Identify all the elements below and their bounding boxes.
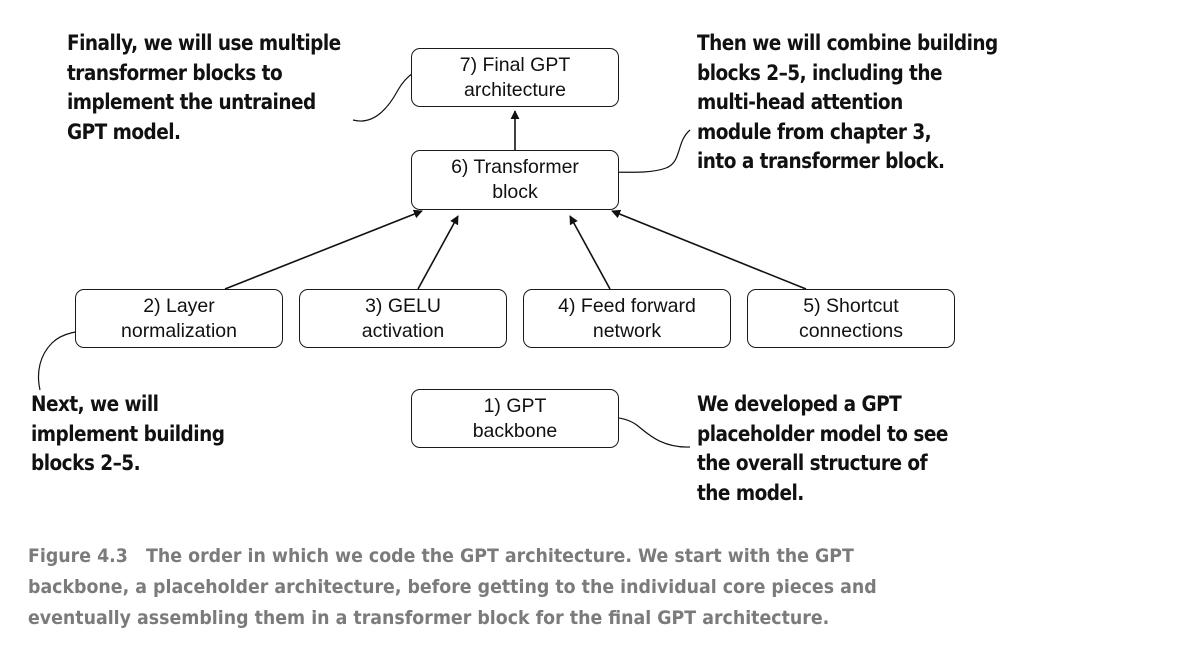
note-top-left-line: implement the untrained xyxy=(67,90,316,114)
box-1-line-2: backbone xyxy=(472,419,558,442)
box-feed-forward-network xyxy=(523,289,731,348)
box-2-line-2: normalization xyxy=(121,319,237,342)
note-bottom-right-line: the overall structure of xyxy=(697,451,928,475)
box-gpt-backbone xyxy=(411,389,619,448)
arrow-2-to-6 xyxy=(225,211,422,289)
box-4-line-2: network xyxy=(592,319,662,342)
box-6-line-1: 6) Transformer xyxy=(451,156,579,178)
arrow-3-to-6 xyxy=(418,216,458,289)
note-bottom-right xyxy=(697,390,948,508)
note-top-left-line: GPT model. xyxy=(67,119,181,144)
note-top-right-line: Then we will combine building xyxy=(697,31,998,55)
note-top-left-line: Finally, we will use multiple xyxy=(67,31,341,55)
arrow-5-to-6 xyxy=(612,211,806,289)
note-top-right-line: blocks 2–5, including the xyxy=(697,60,942,85)
box-4-line-1: 4) Feed forward xyxy=(558,294,696,317)
note-bottom-right-line: placeholder model to see xyxy=(697,421,948,446)
box-final-gpt-architecture xyxy=(411,48,619,107)
note-top-left xyxy=(67,29,341,147)
note-top-left-line: transformer blocks to xyxy=(67,60,283,85)
arrow-4-to-6 xyxy=(570,216,610,289)
box-3-line-1: 3) GELU xyxy=(365,294,441,317)
figure-caption xyxy=(28,541,877,634)
note-bottom-left-line: implement building xyxy=(31,421,225,446)
box-5-line-2: connections xyxy=(798,319,904,342)
caption-figure-label: Figure 4.3 xyxy=(28,545,128,567)
note-bottom-left-line: Next, we will xyxy=(31,392,159,416)
caption-line-1 xyxy=(28,541,877,572)
box-5-line-1: 5) Shortcut xyxy=(803,294,899,317)
note-top-right-line: module from chapter 3, xyxy=(697,119,932,144)
note-top-right-line: multi-head attention xyxy=(697,90,903,114)
caption-line-2: backbone, a placeholder architecture, before getting to the individual core pieces and xyxy=(28,576,877,598)
box-7-line-1: 7) Final GPT xyxy=(459,53,571,76)
note-bottom-right-line: the model. xyxy=(697,480,804,505)
box-shortcut-connections xyxy=(747,289,955,348)
note-top-right xyxy=(697,29,998,177)
box-2-line-1: 2) Layer xyxy=(143,294,215,317)
note-top-right-line: into a transformer block. xyxy=(697,149,945,173)
note-bottom-left xyxy=(31,390,224,479)
box-gelu-activation xyxy=(299,289,507,348)
note-bottom-left-line: blocks 2–5. xyxy=(31,451,141,475)
box-1-line-1: 1) GPT xyxy=(483,394,547,417)
box-layer-normalization xyxy=(75,289,283,348)
note-bottom-right-line: We developed a GPT xyxy=(697,392,902,416)
box-7-line-2: architecture xyxy=(464,78,566,101)
caption-line-3: eventually assembling them in a transformer block for the final GPT architecture. xyxy=(28,607,830,629)
box-transformer-block xyxy=(411,150,619,210)
box-6-line-2: block xyxy=(492,181,538,203)
caption-text: The order in which we code the GPT architecture. We start with the GPT xyxy=(146,545,854,567)
box-3-line-2: activation xyxy=(361,319,445,342)
